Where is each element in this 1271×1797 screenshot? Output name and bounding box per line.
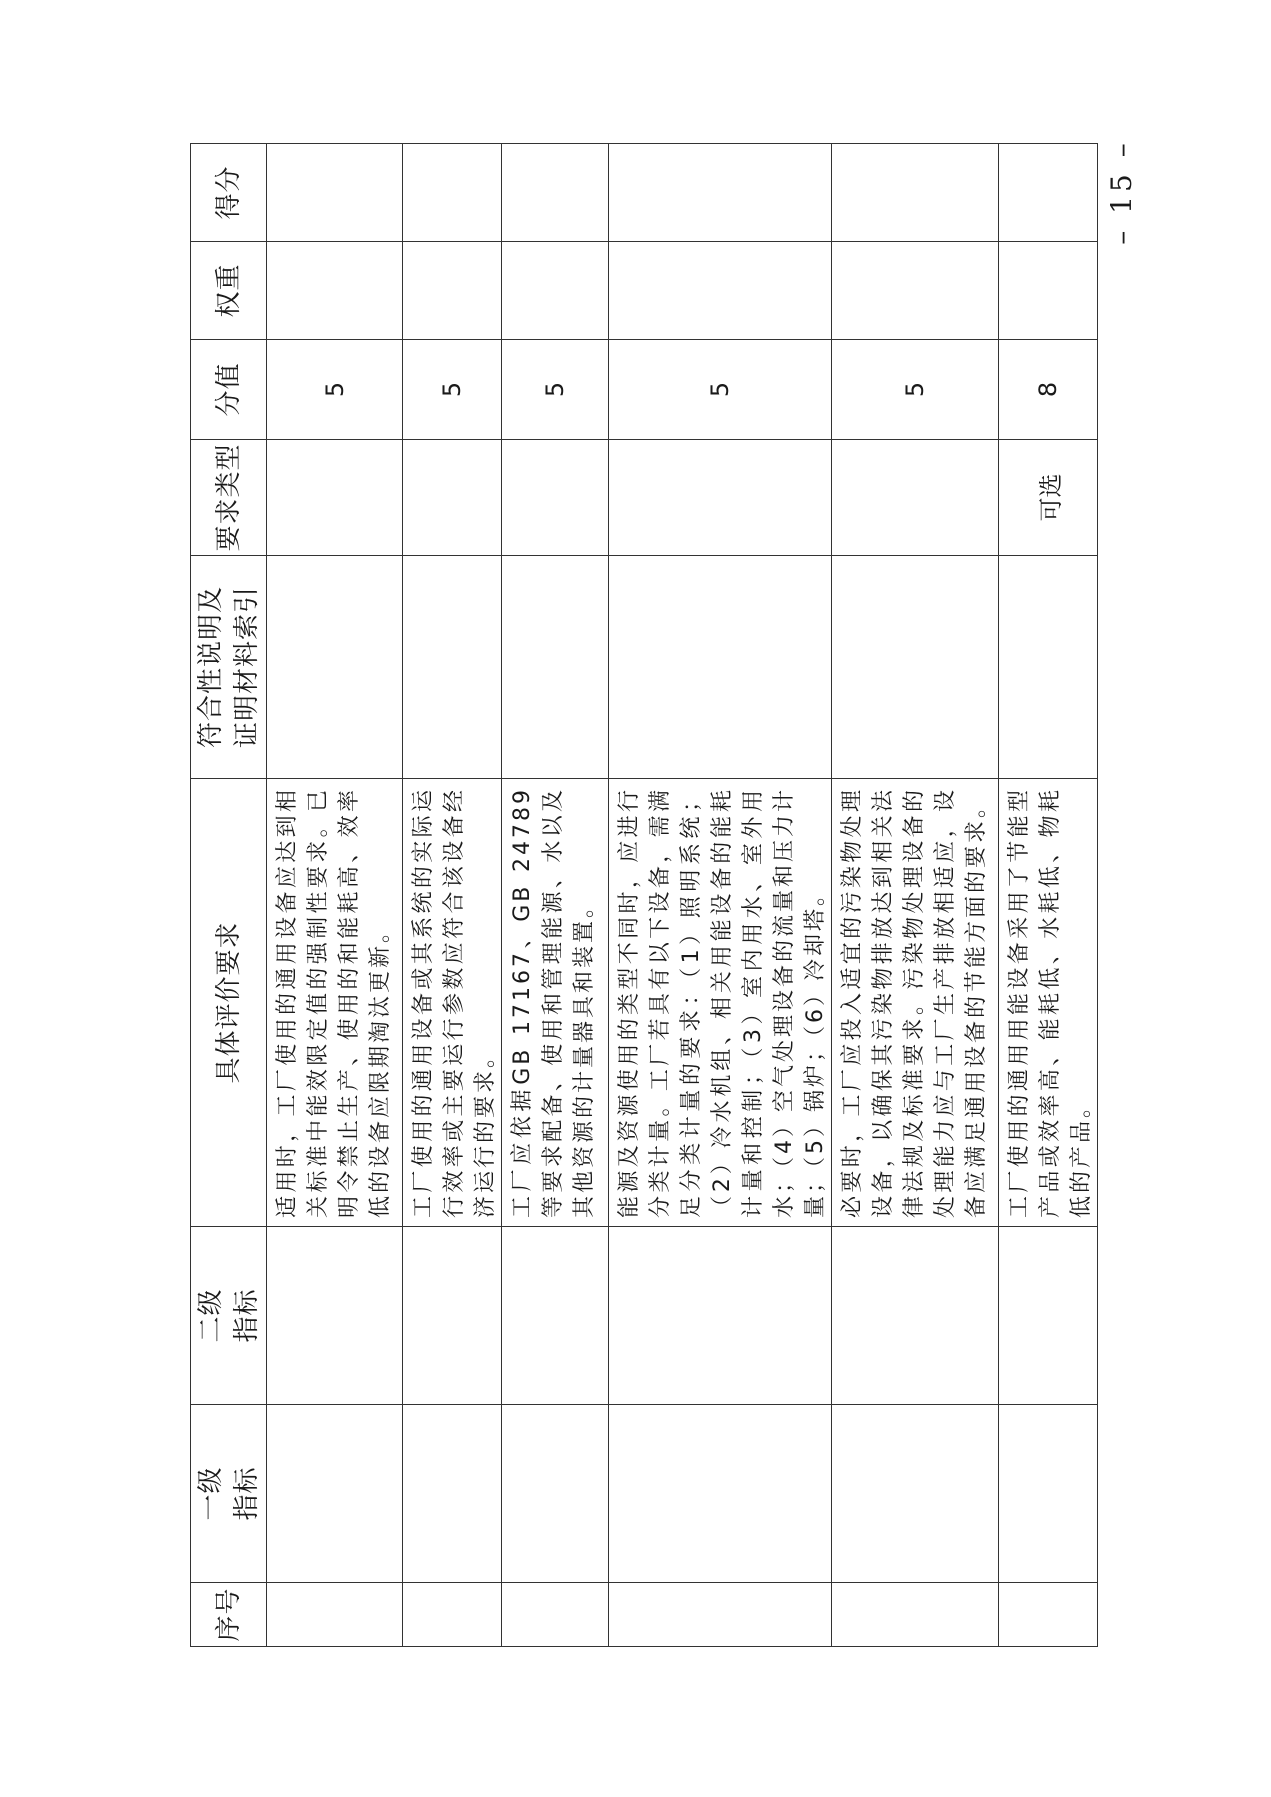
seq-cell <box>999 1583 1098 1647</box>
weight-cell <box>832 242 999 340</box>
req-type-cell <box>403 440 502 556</box>
seq-cell <box>403 1583 502 1647</box>
evidence-cell <box>832 556 999 779</box>
header-seq: 序号 <box>191 1583 267 1647</box>
weight-cell <box>999 242 1098 340</box>
requirement-cell: 工厂使用的通用设备或其系统的实际运行效率或主要运行参数应符合该设备经济运行的要求。 <box>403 779 502 1227</box>
score-cell: 5 <box>609 340 832 440</box>
weight-cell <box>267 242 403 340</box>
header-score: 分值 <box>191 340 267 440</box>
level2-cell <box>609 1227 832 1405</box>
requirement-cell: 工厂应依据GB 17167、GB 24789等要求配备、使用和管理能源、水以及其他资源的计量器具和装置。 <box>502 779 609 1227</box>
header-row <box>191 144 267 1647</box>
page-number: – 15 – <box>1105 139 1138 245</box>
score-cell: 5 <box>267 340 403 440</box>
evidence-cell <box>403 556 502 779</box>
result-cell <box>609 144 832 242</box>
score-cell: 8 <box>999 340 1098 440</box>
header-req-type: 要求类型 <box>191 440 267 556</box>
level2-cell <box>999 1227 1098 1405</box>
req-type-cell: 可选 <box>999 440 1098 556</box>
weight-cell <box>502 242 609 340</box>
req-type-cell <box>502 440 609 556</box>
result-cell <box>403 144 502 242</box>
level2-cell <box>403 1227 502 1405</box>
header-weight: 权重 <box>191 242 267 340</box>
result-cell <box>999 144 1098 242</box>
evidence-cell <box>609 556 832 779</box>
result-cell <box>267 144 403 242</box>
weight-cell <box>609 242 832 340</box>
level2-cell <box>267 1227 403 1405</box>
header-result: 得分 <box>191 144 267 242</box>
table-row <box>999 144 1098 1647</box>
req-type-cell <box>267 440 403 556</box>
weight-cell <box>403 242 502 340</box>
req-type-cell <box>832 440 999 556</box>
table-row <box>502 144 609 1647</box>
level1-cell <box>403 1405 502 1583</box>
seq-cell <box>267 1583 403 1647</box>
header-requirement: 具体评价要求 <box>191 779 267 1227</box>
header-evidence: 符合性说明及 证明材料索引 <box>191 556 267 779</box>
evidence-cell <box>267 556 403 779</box>
table-row <box>832 144 999 1647</box>
result-cell <box>502 144 609 242</box>
table-row <box>267 144 403 1647</box>
score-cell: 5 <box>502 340 609 440</box>
requirement-cell: 能源及资源使用的类型不同时，应进行分类计量。工厂若具有以下设备，需满足分类计量的要求：（1）照明系统；（2）冷水机组、相关用能设备的能耗计量和控制；（3）室内用水、室外用水；（4）空气处理设备的流量和压力计量；（5）锅炉；（6）冷却塔。 <box>609 779 832 1227</box>
level1-cell <box>502 1405 609 1583</box>
header-level1: 一级 指标 <box>191 1405 267 1583</box>
evidence-cell <box>502 556 609 779</box>
evaluation-table <box>190 143 1098 1647</box>
seq-cell <box>609 1583 832 1647</box>
level2-cell <box>502 1227 609 1405</box>
requirement-cell: 适用时，工厂使用的通用设备应达到相关标准中能效限定值的强制性要求。已明令禁止生产、使用的和能耗高、效率低的设备应限期淘汰更新。 <box>267 779 403 1227</box>
level1-cell <box>999 1405 1098 1583</box>
result-cell <box>832 144 999 242</box>
level2-cell <box>832 1227 999 1405</box>
seq-cell <box>832 1583 999 1647</box>
score-cell: 5 <box>403 340 502 440</box>
level1-cell <box>832 1405 999 1583</box>
table-row <box>609 144 832 1647</box>
level1-cell <box>609 1405 832 1583</box>
header-level2: 二级 指标 <box>191 1227 267 1405</box>
evidence-cell <box>999 556 1098 779</box>
score-cell: 5 <box>832 340 999 440</box>
level1-cell <box>267 1405 403 1583</box>
table-row <box>403 144 502 1647</box>
req-type-cell <box>609 440 832 556</box>
requirement-cell: 必要时，工厂应投入适宜的污染物处理设备，以确保其污染物排放达到相关法律法规及标准要求。污染物处理设备的处理能力应与工厂生产排放相适应，设备应满足通用设备的节能方面的要求。 <box>832 779 999 1227</box>
seq-cell <box>502 1583 609 1647</box>
requirement-cell: 工厂使用的通用用能设备采用了节能型产品或效率高、能耗低、水耗低、物耗低的产品。 <box>999 779 1098 1227</box>
